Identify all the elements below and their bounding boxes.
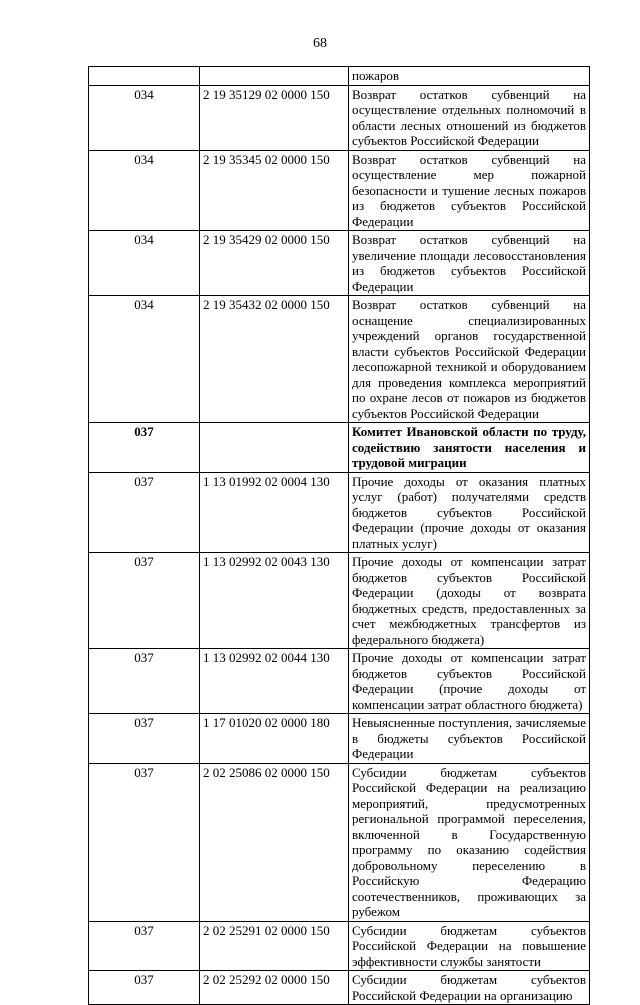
table-row [89,85,590,150]
page-number: 68 [313,36,327,51]
revenue-name-cell: Субсидии бюджетам субъектов Российской Федерации на повышение эффективности службы занятости [349,921,590,971]
admin-code-cell: 037 [89,553,200,649]
kbk-code-cell [200,423,349,473]
kbk-code-cell: 1 13 02992 02 0044 130 [200,649,349,714]
revenue-name-cell: Возврат остатков субвенций на осуществление мер пожарной безопасности и тушение лесных пожаров из бюджетов субъектов Российской Федерации [349,150,590,231]
admin-code-cell: 034 [89,150,200,231]
table-row [89,649,590,714]
admin-code-cell: 037 [89,971,200,1005]
admin-code-cell: 037 [89,921,200,971]
revenue-name-cell: Возврат остатков субвенций на оснащение специализированных учреждений органов государственной власти субъектов Российской Федерации лесопожарной техникой и оборудованием для проведения комплекса мероприятий по охране лесов от пожаров из бюджетов субъектов Российской Федерации [349,296,590,423]
revenue-name-cell: пожаров [349,67,590,86]
kbk-code-cell: 2 19 35129 02 0000 150 [200,85,349,150]
admin-code-cell: 037 [89,714,200,764]
kbk-code-cell: 1 17 01020 02 0000 180 [200,714,349,764]
revenue-name-cell: Возврат остатков субвенций на осуществление отдельных полномочий в области лесных отношений из бюджетов субъектов Российской Федерации [349,85,590,150]
admin-code-cell: 037 [89,763,200,921]
kbk-code-cell: 2 19 35429 02 0000 150 [200,231,349,296]
admin-code-cell: 037 [89,423,200,473]
admin-code-cell [89,67,200,86]
table-row [89,423,590,473]
revenue-codes-table [88,66,590,1005]
kbk-code-cell: 2 02 25292 02 0000 150 [200,971,349,1005]
kbk-code-cell: 2 19 35432 02 0000 150 [200,296,349,423]
kbk-code-cell [200,67,349,86]
revenue-name-cell: Прочие доходы от компенсации затрат бюджетов субъектов Российской Федерации (доходы от возврата бюджетных средств, предоставленных за счет межбюджетных трансфертов из федерального бюджета) [349,553,590,649]
revenue-name-cell: Субсидии бюджетам субъектов Российской Федерации на организацию [349,971,590,1005]
revenue-name-cell: Прочие доходы от оказания платных услуг (работ) получателями средств бюджетов субъектов Российской Федерации (прочие доходы от оказания платных услуг) [349,472,590,553]
revenue-name-cell: Возврат остатков субвенций на увеличение площади лесовосстановления из бюджетов субъектов Российской Федерации [349,231,590,296]
table-row [89,67,590,86]
admin-code-cell: 037 [89,472,200,553]
kbk-code-cell: 1 13 01992 02 0004 130 [200,472,349,553]
table-row [89,472,590,553]
table-row [89,296,590,423]
admin-code-cell: 037 [89,649,200,714]
admin-code-cell: 034 [89,296,200,423]
table-row [89,714,590,764]
admin-code-cell: 034 [89,85,200,150]
table-row [89,971,590,1005]
revenue-name-cell: Прочие доходы от компенсации затрат бюджетов субъектов Российской Федерации (прочие доходы от компенсации затрат областного бюджета) [349,649,590,714]
revenue-name-cell: Субсидии бюджетам субъектов Российской Федерации на реализацию мероприятий, предусмотренных региональной программой переселения, включенной в Государственную программу по оказанию содействия добровольному переселению в Российскую Федерацию соотечественников, проживающих за рубежом [349,763,590,921]
admin-code-cell: 034 [89,231,200,296]
table-row [89,150,590,231]
kbk-code-cell: 1 13 02992 02 0043 130 [200,553,349,649]
kbk-code-cell: 2 19 35345 02 0000 150 [200,150,349,231]
table-row [89,921,590,971]
table-row [89,763,590,921]
table-row [89,553,590,649]
revenue-name-cell: Комитет Ивановской области по труду, содействию занятости населения и трудовой миграции [349,423,590,473]
table-row [89,231,590,296]
kbk-code-cell: 2 02 25086 02 0000 150 [200,763,349,921]
revenue-name-cell: Невыясненные поступления, зачисляемые в бюджеты субъектов Российской Федерации [349,714,590,764]
kbk-code-cell: 2 02 25291 02 0000 150 [200,921,349,971]
